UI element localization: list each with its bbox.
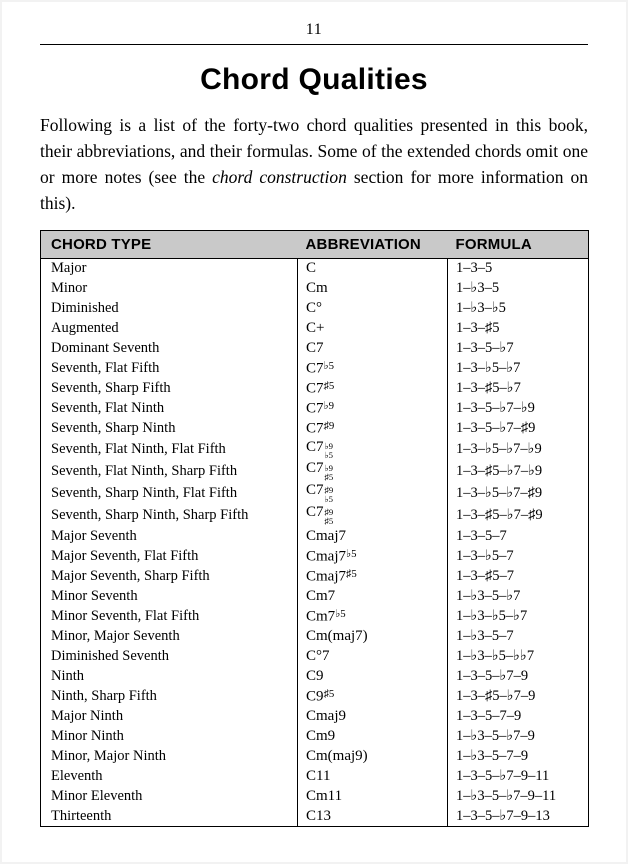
abbreviation-cell [298,319,448,339]
abbreviation-text: ♯5 [323,687,335,700]
abbreviation-cell [298,726,448,746]
table-row [41,686,589,706]
abbreviation-text: C7 [306,380,324,397]
abbreviation-cell [298,460,448,482]
abbreviation-cell [298,546,448,566]
abbreviation-text: C7 [306,420,324,437]
abbreviation-cell [298,586,448,606]
formula-cell: 1–3–5–♭7–♭9 [448,399,589,419]
abbreviation-cell [298,504,448,526]
abbreviation-cell [298,626,448,646]
formula-cell: 1–3–♯5–♭7–9 [448,686,589,706]
chord-type-cell: Minor Seventh [51,587,138,604]
abbreviation-text: Cm7 [306,608,336,625]
formula-cell: 1–3–5–♭7–9–13 [448,806,589,826]
chord-type-cell: Diminished [51,300,119,316]
abbreviation-text: C7 [306,460,324,477]
chord-type-cell: Eleventh [51,767,103,784]
table-row [41,319,589,339]
chord-type-cell: Major Seventh [51,527,137,544]
chord-type-cell: Major Seventh, Sharp Fifth [51,567,210,584]
abbreviation-text: Cm(maj7) [306,627,368,644]
table-row [41,706,589,726]
abbreviation-text: Cm [306,280,328,296]
table-row [41,806,589,826]
intro-paragraph [40,112,588,216]
formula-cell: 1–♭3–5 [448,279,589,299]
formula-cell: 1–3–♯5–7 [448,566,589,586]
formula-cell: 1–3–5 [448,259,589,279]
formula-cell: 1–3–♭5–♭7 [448,359,589,379]
abbreviation-cell [298,379,448,399]
formula-cell: 1–♭3–5–♭7–9–11 [448,786,589,806]
chord-type-cell: Seventh, Sharp Ninth, Flat Fifth [51,484,238,501]
chord-type-cell: Major Seventh, Flat Fifth [51,547,199,564]
intro-text-before: Following is a list of the forty-two chord qualities presented in this book, their abbreviations, and their formulas. Some of the extended chords omit one or more notes (see the [40,115,588,187]
abbreviation-cell [298,706,448,726]
table-row [41,626,589,646]
formula-cell: 1–3–5–♭7–♯9 [448,419,589,439]
abbreviation-text: C7 [306,482,324,499]
page-number: 11 [305,21,323,38]
abbreviation-text: C11 [306,767,331,784]
abbreviation-cell [298,359,448,379]
formula-cell: 1–3–♯5–♭7 [448,379,589,399]
chord-type-cell: Diminished Seventh [51,647,170,664]
table-row [41,259,589,279]
table-row [41,419,589,439]
abbreviation-text: C7 [306,360,324,377]
abbreviation-cell [298,786,448,806]
chord-table-body [41,259,589,827]
chord-type-cell: Seventh, Flat Ninth [51,400,165,416]
chord-type-cell: Minor Eleventh [51,787,143,804]
formula-cell: 1–3–♯5–♭7–♭9 [448,460,589,482]
formula-cell: 1–3–5–♭7 [448,339,589,359]
table-row [41,439,589,461]
abbreviation-cell [298,606,448,626]
table-row [41,786,589,806]
table-row [41,460,589,482]
abbreviation-text: Cm7 [306,587,336,604]
stacked-accidentals: ♭9 ♯5 [324,463,334,483]
abbreviation-text: C7 [306,400,324,417]
abbreviation-text: C9 [306,688,324,705]
table-row [41,646,589,666]
abbreviation-cell [298,419,448,439]
header-rule [40,44,588,45]
table-row [41,299,589,319]
abbreviation-text: ♯5 [346,567,357,580]
abbreviation-cell [298,526,448,546]
chord-type-cell: Major Ninth [51,707,124,724]
abbreviation-text: C [306,260,317,277]
intro-text-italic: chord construction [212,167,347,187]
abbreviation-text: Cmaj7 [306,527,346,544]
abbreviation-cell [298,439,448,461]
chord-type-cell: Minor [51,280,88,296]
formula-cell: 1–3–5–♭7–9–11 [448,766,589,786]
chord-type-cell: Seventh, Flat Ninth, Flat Fifth [51,440,226,457]
abbreviation-cell [298,299,448,319]
abbreviation-cell [298,566,448,586]
abbreviation-text: Cm11 [306,787,343,804]
chord-type-cell: Minor Seventh, Flat Fifth [51,607,200,624]
abbreviation-cell [298,686,448,706]
table-row [41,279,589,299]
abbreviation-cell [298,806,448,826]
table-row [41,586,589,606]
formula-cell: 1–3–♭5–7 [448,546,589,566]
table-row [41,766,589,786]
chord-type-cell: Ninth [51,667,85,684]
abbreviation-cell [298,339,448,359]
table-header-row [41,231,589,259]
stacked-accidentals: ♯9 ♯5 [324,507,334,527]
abbreviation-cell [298,259,448,279]
formula-cell: 1–♭3–5–♭7 [448,586,589,606]
stacked-accidentals: ♭9 ♭5 [324,441,333,461]
abbreviation-cell [298,482,448,504]
abbreviation-cell [298,766,448,786]
formula-cell: 1–3–♭5–♭7–♭9 [448,439,589,461]
stacked-accidentals: ♯9 ♭5 [324,485,334,505]
abbreviation-cell [298,279,448,299]
chord-qualities-table [40,230,589,827]
page-title: Chord Qualities [200,63,428,96]
formula-cell: 1–3–♭5–♭7–♯9 [448,482,589,504]
formula-cell: 1–♭3–♭5–♭7 [448,606,589,626]
header-chord-type: CHORD TYPE [41,231,298,259]
abbreviation-cell [298,746,448,766]
formula-cell: 1–3–5–7–9 [448,706,589,726]
table-row [41,379,589,399]
abbreviation-text: ♭5 [346,548,357,561]
chord-type-cell: Minor Ninth [51,727,124,744]
formula-cell: 1–3–5–♭7–9 [448,666,589,686]
chord-type-cell: Ninth, Sharp Fifth [51,687,157,704]
formula-cell: 1–3–5–7 [448,526,589,546]
formula-cell: 1–3–♯5 [448,319,589,339]
abbreviation-text: C7 [306,438,324,455]
table-row [41,546,589,566]
chord-type-cell: Seventh, Flat Ninth, Sharp Fifth [51,462,238,479]
table-row [41,359,589,379]
abbreviation-text: Cm9 [306,727,336,744]
abbreviation-cell [298,399,448,419]
table-row [41,504,589,526]
abbreviation-text: C° [306,300,323,316]
chord-type-cell: Seventh, Sharp Ninth [51,420,176,436]
abbreviation-text: C7 [306,504,324,521]
abbreviation-text: ♭5 [335,608,346,621]
abbreviation-text: C13 [306,807,332,824]
formula-cell: 1–3–♯5–♭7–♯9 [448,504,589,526]
abbreviation-text: C7 [306,340,324,356]
chord-type-cell: Seventh, Sharp Fifth [51,380,171,396]
abbreviation-text: C°7 [306,647,330,664]
table-row [41,746,589,766]
table-row [41,399,589,419]
header-formula: FORMULA [448,231,589,259]
abbreviation-text: ♯9 [323,419,335,432]
chord-type-cell: Minor, Major Ninth [51,747,167,764]
abbreviation-text: Cmaj7 [306,548,346,565]
formula-cell: 1–♭3–5–7–9 [448,746,589,766]
header-abbreviation: ABBREVIATION [298,231,448,259]
intro-text-after: section for more information on this). [40,167,589,213]
chord-type-cell: Minor, Major Seventh [51,627,180,644]
formula-cell: 1–♭3–♭5 [448,299,589,319]
chord-type-cell: Seventh, Flat Fifth [51,360,160,376]
abbreviation-text: C9 [306,667,324,684]
abbreviation-text: Cm(maj9) [306,747,368,764]
abbreviation-text: Cmaj7 [306,568,346,585]
chord-type-cell: Seventh, Sharp Ninth, Sharp Fifth [51,506,249,523]
abbreviation-text: ♯5 [323,379,335,392]
chord-type-cell: Thirteenth [51,807,112,824]
table-row [41,526,589,546]
chord-type-cell: Major [51,260,87,277]
table-row [41,666,589,686]
table-row [41,726,589,746]
abbreviation-cell [298,646,448,666]
table-row [41,482,589,504]
abbreviation-cell [298,666,448,686]
formula-cell: 1–♭3–5–7 [448,626,589,646]
table-row [41,606,589,626]
chord-type-cell: Augmented [51,320,119,336]
abbreviation-text: C+ [306,320,325,336]
abbreviation-text: ♭5 [323,360,335,373]
formula-cell: 1–♭3–♭5–♭♭7 [448,646,589,666]
table-row [41,339,589,359]
formula-cell: 1–♭3–5–♭7–9 [448,726,589,746]
chord-type-cell: Dominant Seventh [51,340,160,356]
abbreviation-text: Cmaj9 [306,707,346,724]
table-row [41,566,589,586]
abbreviation-text: ♭9 [323,400,335,413]
